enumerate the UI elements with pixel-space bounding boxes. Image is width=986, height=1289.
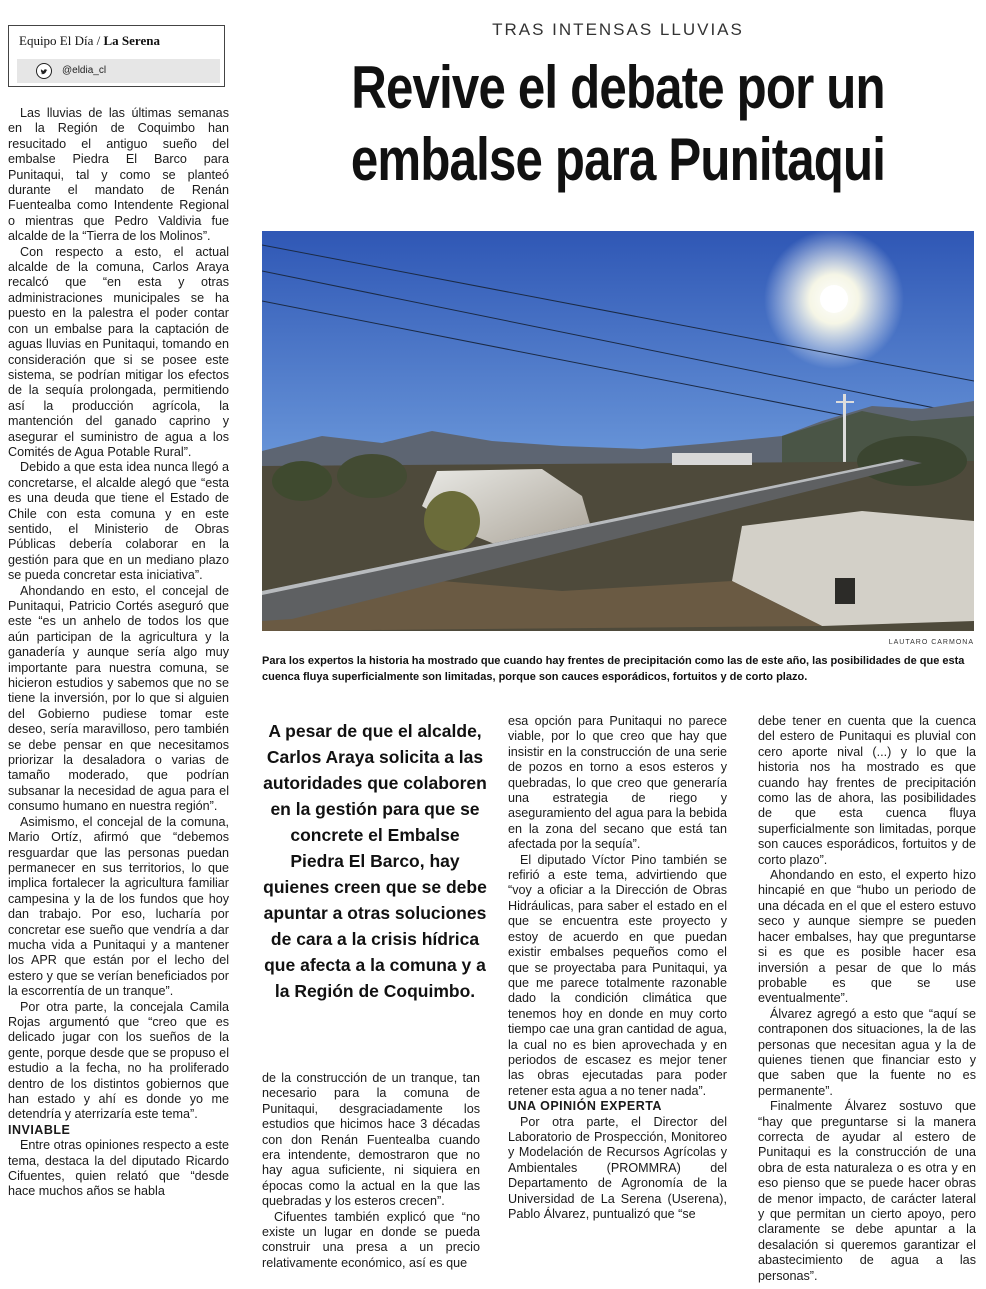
paragraph: Álvarez agregó a esto que “aquí se contraponen dos situaciones, la de las personas que necesitan agua y la de quienes tienen que financiar esto y que saben que la fuente no es permanente”. — [758, 1006, 976, 1098]
byline-city: La Serena — [103, 33, 160, 48]
paragraph: esa opción para Punitaqui no parece viable, por lo que creo que hay que insistir en la construcción de una serie de pozos en torno a esos esteros y quebradas, lo que creo que generaría una estrategia de riego y aseguramiento del agua para la bebida en la zona del secano que está tan afectada por la sequía”. — [508, 714, 727, 852]
photo-caption: Para los expertos la historia ha mostrado que cuando hay frentes de precipitación como las de este año, las posibilidades de que esta cuenca fluya superficialmente son limitadas, porque son cauces esporádicos, fortuitos y de corto plazo. — [262, 655, 965, 683]
subheading-inviable: INVIABLE — [8, 1122, 71, 1137]
subheading-opinion-experta: UNA OPINIÓN EXPERTA — [508, 1099, 662, 1114]
paragraph: de la construcción de un tranque, tan necesario para la comuna de Punitaqui, desgraciadamente los estudios que hicimos hace 3 décadas con don Renán Fuentealba cuando era intendente, demostraron que no hay agua suficiente, ni siquiera en épocas como la actual en la que las quebradas y los esteros crecen”. — [262, 1071, 480, 1209]
twitter-bird-icon[interactable] — [36, 63, 52, 79]
article-column-4 — [758, 714, 976, 1284]
kicker: TRAS INTENSAS LLUVIAS — [492, 20, 744, 39]
river-road-photo — [262, 231, 974, 631]
article-column-3 — [508, 714, 727, 1222]
byline-author — [19, 33, 160, 49]
paragraph: Cifuentes también explicó que “no existe un lugar en donde se pueda construir una presa a un precio relativamente económico, así es que — [262, 1209, 480, 1270]
twitter-handle[interactable]: @eldia_cl — [62, 65, 107, 76]
paragraph: debe tener en cuenta que la cuenca del estero de Punitaqui es pluvial con cero aporte nival (...) y lo que la historia nos ha mostrado es que cuando hay frentes de precipitación como las de ahora, las posibilidades de que esta cuenca fluya superficialmente son limitadas, porque son cauces esporádicos, fortuitos y de corto plazo”. — [758, 714, 976, 867]
headline: Revive el debate por un embalse para Punitaqui — [350, 54, 886, 193]
article-column-1 — [8, 106, 229, 1200]
paragraph: Asimismo, el concejal de la comuna, Mario Ortíz, afirmó que “debemos resguardar que las personas puedan permanecer en sus territorios, lo que implica fortalecer la agricultura familiar campesina y la de los fundos que hoy dan trabajo. Por eso, lucharía por concretar ese sueño que vendría a dar mucha vida a Punitaqui y a mantener los APR que están por el lecho del estero y que se verían beneficiados por la escorrentía de un tranque”. — [8, 814, 229, 999]
paragraph: Por otra parte, el Director del Laboratorio de Prospección, Monitoreo y Modelación de Recursos Agrícolas y Ambientales (PROMMRA) del Departamento de Agronomía de la Universidad de La Serena (Userena), Pablo Álvarez, puntualizó que “se — [508, 1114, 727, 1221]
paragraph: Por otra parte, la concejala Camila Rojas argumentó que “creo que es delicado jugar con los sueños de la gente, porque desde que se propuso el estudio a la fecha, no ha proliferado dentro de los distintos gobiernos que han estado y ahí es donde yo me detendría y aterrizaría este tema”. — [8, 999, 229, 1122]
photo-credit: LAUTARO CARMONA — [888, 639, 974, 646]
paragraph: Ahondando en esto, el concejal de Punitaqui, Patricio Cortés aseguró que este “es un anhelo de todos los que aún participan de la agricultura y la ganadería y aunque sería algo muy importante para nuestra comuna, se hicieron estudios y sabemos que no se tiene la inversión, por lo que si alguien del Gobierno pudiese tomar este deseo, sería maravilloso, pero también se debe pensar en que necesitamos priorizar la desaladora o varias de tamaño moderado, que podrían subsanar la necesidad de agua para el consumo humano en nuestra región”. — [8, 583, 229, 814]
byline-social-bar — [17, 59, 220, 83]
paragraph: Debido a que esta idea nunca llegó a concretarse, el alcalde alegó que “esta es una deuda que tiene el Estado de Chile con esta comuna y en este sentido, el Ministerio de Obras Públicas debería colaborar en la gestión para que en un mediano plazo se pueda concretar esta iniciativa”. — [8, 460, 229, 583]
byline-team: Equipo El Día / — [19, 33, 101, 48]
article-column-2 — [262, 1071, 480, 1271]
paragraph: Finalmente Álvarez sostuvo que “hay que preguntarse si la manera correcta de ayudar al estero de Punitaqui es la construcción de una obra de esta naturaleza o es otra y en eso pienso que se puede hacer obras de menor impacto, de carácter lateral y que permitan un cierto apoyo, pero claramente se debe apuntar a la desalación si queremos garantizar el abastecimiento de agua a las personas”. — [758, 1099, 976, 1283]
byline-box — [8, 25, 225, 87]
paragraph: Ahondando en esto, el experto hizo hincapié en que “hubo un periodo de una década en el que el estero estuvo seco y aunque siempre se pueden hacer embalses, hay que preguntarse si es que es posible hacer esa inversión a pesar de que lo más probable es que se use eventualmente”. — [758, 868, 976, 1006]
paragraph: Con respecto a esto, el actual alcalde de la comuna, Carlos Araya recalcó que “en esta y otras administraciones municipales se ha puesto en la palestra el poder contar con un embalse para la captación de aguas lluvias en Punitaqui, tomando en consideración que si se posee este sistema, se podrían mitigar los efectos de la sequía prolongada, permitiendo así la producción agrícola, la mantención del ganado caprino y asegurar el suministro de agua a los Comités de Agua Potable Rural”. — [8, 244, 229, 459]
article-photo — [262, 231, 974, 631]
paragraph: El diputado Víctor Pino también se refirió a este tema, advirtiendo que “voy a oficiar a la Dirección de Obras Hidráulicas, para saber el estado en el que se encuentra este proyecto y estoy de acuerdo en que puedan existir embalses pequeños como el que se proyectaba para Punitaqui, ya que me parece totalmente razonable dado la condición climática que tenemos hoy en donde en muy corto tiempo cae una gran cantidad de agua, la cual no es bien aprovechada y en periodos de escasez es mejor tener las obras ejecutadas para poder retener esta agua a no tener nada”. — [508, 852, 727, 1098]
paragraph: Entre otras opiniones respecto a este tema, destaca la del diputado Ricardo Cifuentes, quien relató que “desde hace muchos años se habla — [8, 1138, 229, 1199]
paragraph: Las lluvias de las últimas semanas en la Región de Coquimbo han resucitado el antiguo sueño del embalse Piedra El Barco para Punitaqui, tal y como se planteó durante el mandato de Renán Fuentealba como Intendente Regional o mientras que Pedro Valdivia fue alcalde de la “Tierra de los Molinos”. — [8, 106, 229, 244]
pull-quote: A pesar de que el alcalde, Carlos Araya solicita a las autoridades que colaboren en la gestión para que se concrete el Embalse Piedra El Barco, hay quienes creen que se debe apuntar a otras soluciones de cara a la crisis hídrica que afecta a la comuna y a la Región de Coquimbo. — [263, 721, 487, 1001]
